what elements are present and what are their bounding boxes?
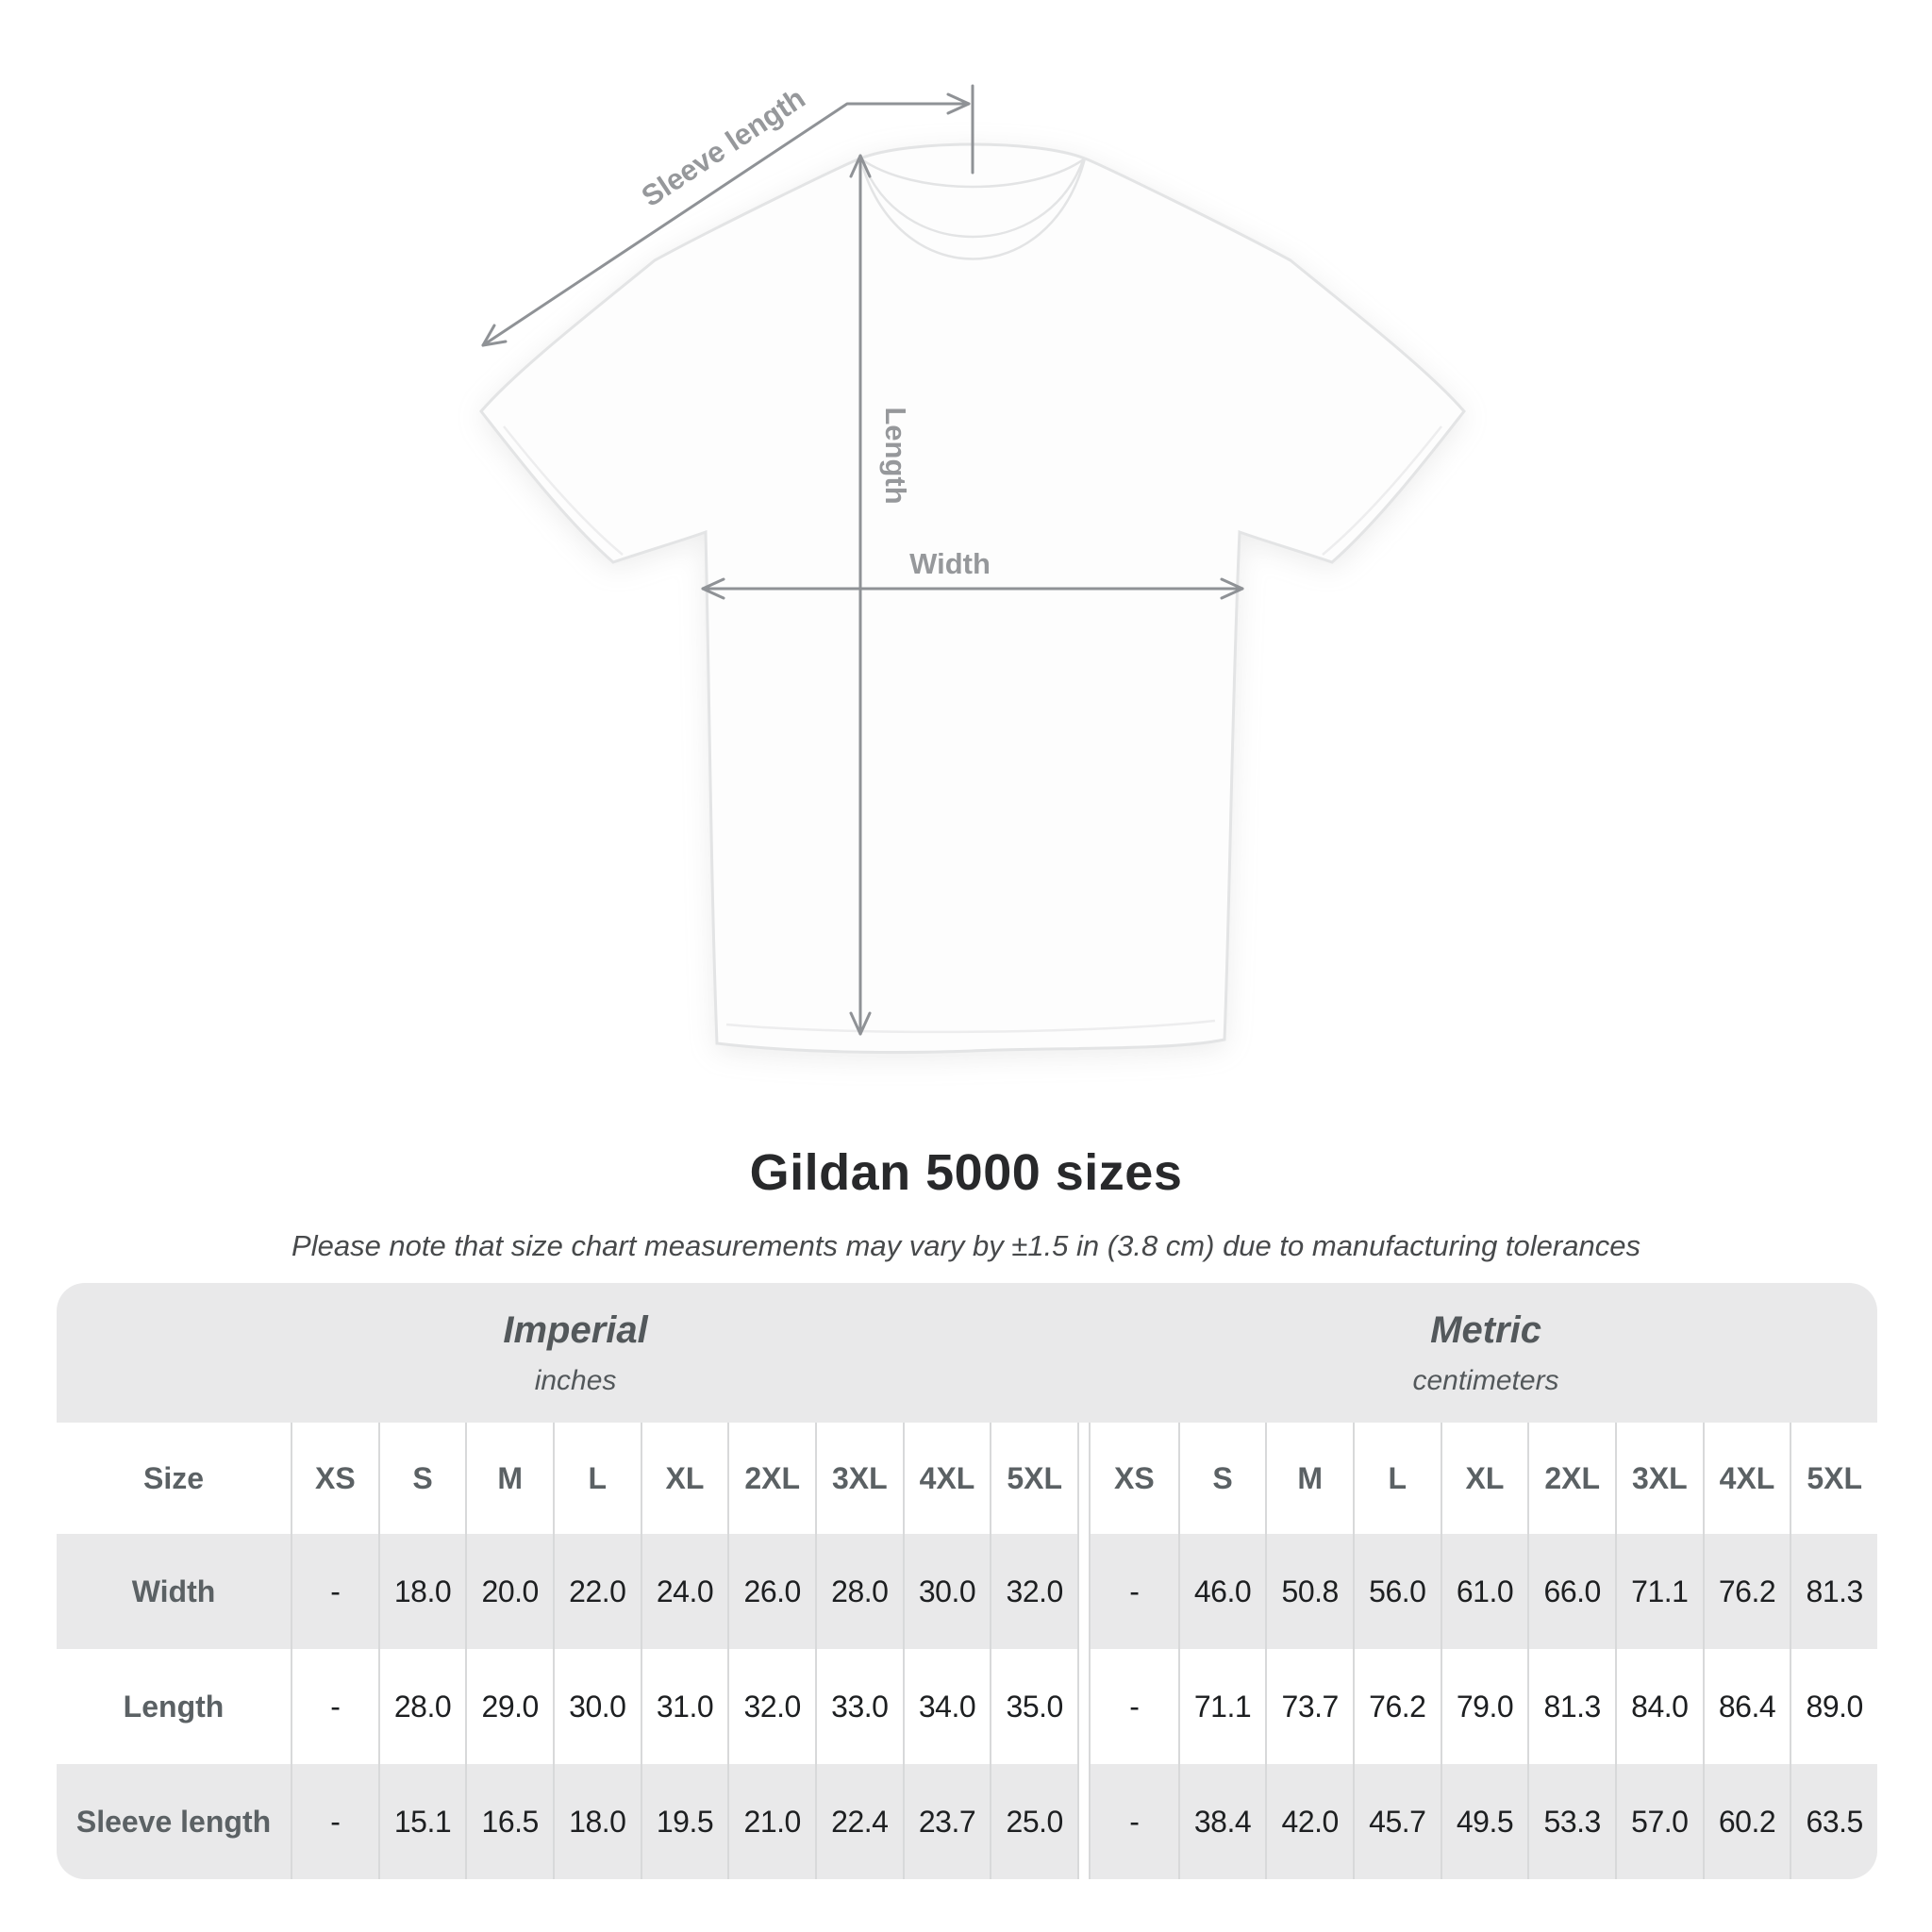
metric-unit: centimeters (1412, 1364, 1559, 1396)
imperial-size-header: S (378, 1423, 466, 1534)
imperial-value: 31.0 (641, 1649, 728, 1764)
metric-header (1094, 1283, 1877, 1423)
row-label: Sleeve length (57, 1764, 291, 1879)
metric-value: 57.0 (1615, 1764, 1703, 1879)
imperial-value: 22.4 (815, 1764, 903, 1879)
metric-value: 53.3 (1527, 1764, 1615, 1879)
tolerance-note: Please note that size chart measurements may vary by ±1.5 in (3.8 cm) due to manufacturing tolerances (291, 1229, 1641, 1262)
imperial-value: 35.0 (990, 1649, 1077, 1764)
imperial-metric-divider (1077, 1423, 1091, 1534)
metric-value: 86.4 (1703, 1649, 1790, 1764)
imperial-value: 30.0 (553, 1649, 641, 1764)
metric-value: 76.2 (1703, 1534, 1790, 1649)
imperial-size-header: 2XL (727, 1423, 815, 1534)
metric-value: 45.7 (1353, 1764, 1441, 1879)
imperial-value: 34.0 (903, 1649, 991, 1764)
metric-value: 81.3 (1790, 1534, 1877, 1649)
metric-size-header: L (1353, 1423, 1441, 1534)
imperial-value: - (291, 1649, 378, 1764)
imperial-value: 19.5 (641, 1764, 728, 1879)
imperial-value: 29.0 (465, 1649, 553, 1764)
metric-value: 84.0 (1615, 1649, 1703, 1764)
imperial-title: Imperial (503, 1308, 648, 1351)
imperial-size-header: XL (641, 1423, 728, 1534)
imperial-value: 18.0 (378, 1534, 466, 1649)
imperial-value: 32.0 (727, 1649, 815, 1764)
length-label: Length (878, 407, 912, 505)
imperial-value: - (291, 1534, 378, 1649)
imperial-size-header: L (553, 1423, 641, 1534)
imperial-value: 26.0 (727, 1534, 815, 1649)
metric-value: 71.1 (1178, 1649, 1266, 1764)
page-title: Gildan 5000 sizes (749, 1144, 1183, 1201)
imperial-header (57, 1283, 1094, 1423)
imperial-metric-divider (1077, 1764, 1091, 1879)
tshirt-outline (481, 144, 1464, 1053)
metric-value: 71.1 (1615, 1534, 1703, 1649)
imperial-unit: inches (534, 1364, 617, 1396)
metric-value: 56.0 (1353, 1534, 1441, 1649)
imperial-size-header: M (465, 1423, 553, 1534)
metric-value: - (1091, 1649, 1178, 1764)
metric-value: 61.0 (1441, 1534, 1528, 1649)
imperial-value: 28.0 (815, 1534, 903, 1649)
metric-size-header: 4XL (1703, 1423, 1790, 1534)
imperial-value: 18.0 (553, 1764, 641, 1879)
imperial-value: 33.0 (815, 1649, 903, 1764)
row-label: Length (57, 1649, 291, 1764)
metric-value: 89.0 (1790, 1649, 1877, 1764)
imperial-value: 23.7 (903, 1764, 991, 1879)
metric-value: 60.2 (1703, 1764, 1790, 1879)
metric-value: 49.5 (1441, 1764, 1528, 1879)
metric-size-header: 3XL (1615, 1423, 1703, 1534)
metric-size-header: XL (1441, 1423, 1528, 1534)
imperial-value: 15.1 (378, 1764, 466, 1879)
imperial-size-header: XS (291, 1423, 378, 1534)
metric-value: - (1091, 1534, 1178, 1649)
imperial-value: 20.0 (465, 1534, 553, 1649)
metric-value: 42.0 (1265, 1764, 1353, 1879)
sleeve-length-label: Sleeve length (635, 81, 811, 213)
metric-value: 66.0 (1527, 1534, 1615, 1649)
metric-size-header: 5XL (1790, 1423, 1877, 1534)
metric-size-header: 2XL (1527, 1423, 1615, 1534)
size-chart-grid (57, 1423, 1877, 1879)
imperial-value: 16.5 (465, 1764, 553, 1879)
metric-value: 38.4 (1178, 1764, 1266, 1879)
imperial-value: 21.0 (727, 1764, 815, 1879)
imperial-size-header: 4XL (903, 1423, 991, 1534)
row-label: Width (57, 1534, 291, 1649)
imperial-metric-divider (1077, 1649, 1091, 1764)
metric-value: 76.2 (1353, 1649, 1441, 1764)
imperial-value: 24.0 (641, 1534, 728, 1649)
imperial-size-header: 3XL (815, 1423, 903, 1534)
imperial-value: 28.0 (378, 1649, 466, 1764)
imperial-metric-divider (1077, 1534, 1091, 1649)
imperial-value: 22.0 (553, 1534, 641, 1649)
metric-value: 50.8 (1265, 1534, 1353, 1649)
imperial-value: 30.0 (903, 1534, 991, 1649)
metric-value: 73.7 (1265, 1649, 1353, 1764)
unit-header-band (57, 1283, 1877, 1423)
metric-value: 79.0 (1441, 1649, 1528, 1764)
imperial-value: - (291, 1764, 378, 1879)
metric-size-header: S (1178, 1423, 1266, 1534)
metric-value: 46.0 (1178, 1534, 1266, 1649)
metric-value: 63.5 (1790, 1764, 1877, 1879)
imperial-size-header: 5XL (990, 1423, 1077, 1534)
width-label: Width (909, 547, 991, 581)
imperial-value: 25.0 (990, 1764, 1077, 1879)
metric-size-header: M (1265, 1423, 1353, 1534)
metric-value: 81.3 (1527, 1649, 1615, 1764)
metric-title: Metric (1430, 1308, 1541, 1351)
metric-size-header: XS (1091, 1423, 1178, 1534)
size-column-header: Size (57, 1423, 291, 1534)
metric-value: - (1091, 1764, 1178, 1879)
imperial-value: 32.0 (990, 1534, 1077, 1649)
size-chart (57, 1283, 1877, 1879)
